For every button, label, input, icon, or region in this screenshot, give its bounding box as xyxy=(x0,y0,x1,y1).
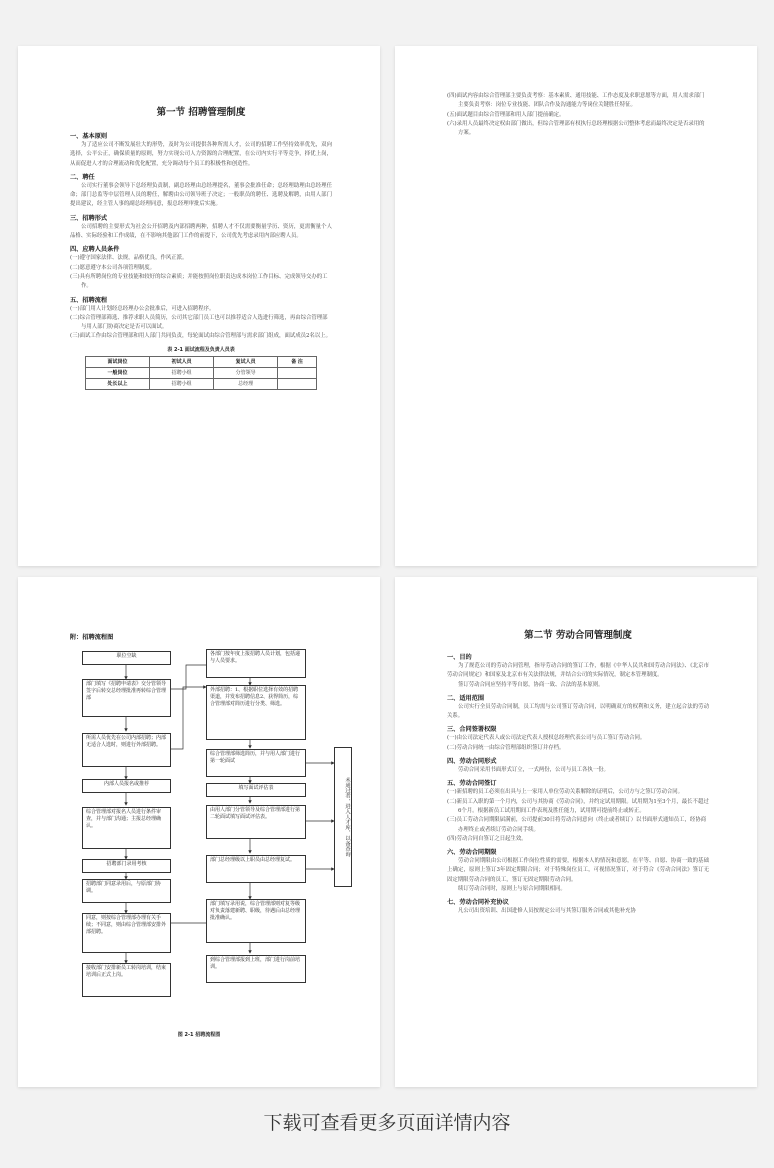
list-item: (三)面试工作由综合管理部和用人部门共同负责，每轮面试由综合管理部与需求部门组成，面试成员2名以上。 xyxy=(70,333,331,340)
paragraph: 为了适应公司不断发展壮大的形势，及时为公司提供各种所需人才，公司的招聘工作坚持效率优先，双向选择，公平公正，确保质量的原则，努力实现公司人力资源的合理配置，在公司内实行平等竞争，择优上岗，从而促进人才的合理流动和优化配置，充分调动每个员工的积极性和创造性。 xyxy=(70,142,332,167)
section-heading: 一、基本原则 xyxy=(70,133,108,140)
table-header-row xyxy=(86,356,317,367)
table-cell: 招聘小组 xyxy=(150,378,214,389)
flow-box: 到综合管理部报到上班，部门进行岗前培训。 xyxy=(206,955,306,983)
table-cell: 一般岗位 xyxy=(86,367,150,378)
table-cell: 招聘小组 xyxy=(150,367,214,378)
section-heading: 四、劳动合同形式 xyxy=(447,758,497,766)
list-item: (四)面试内容由综合管理部主要负责考察：基本素质、通用技能、工作态度及求职意愿等方面，用人需求部门主要负责考察：岗位专业技能、团队合作及沟通能力等岗位关键胜任特征。 xyxy=(447,93,705,109)
table-cell: 处长以上 xyxy=(86,378,150,389)
paragraph: 签订劳动合同应坚持平等自愿，协商一致、合法的基本原则。 xyxy=(458,681,604,688)
flow-box: 招聘部门同意录用后，与原部门协调。 xyxy=(82,879,171,903)
document-page-4 xyxy=(395,577,757,1087)
section-heading: 三、合同签署权限 xyxy=(447,726,497,734)
section-heading: 七、劳动合同补充协议 xyxy=(447,899,509,907)
section-heading: 五、招聘流程 xyxy=(70,296,108,304)
document-page-2 xyxy=(395,46,757,566)
flow-box: 所需人员优先在公司内部招聘；内部无适合人选时，则进行外部招聘。 xyxy=(82,733,171,767)
flow-box: 职位空缺 xyxy=(82,651,171,665)
table-row xyxy=(86,367,317,378)
section-heading: 三、招聘形式 xyxy=(70,214,108,222)
section-heading: 六、劳动合同期限 xyxy=(447,849,497,857)
list-item: (二)劳动合同统一由综合管理部组织签订并存档。 xyxy=(447,744,565,751)
flow-box: 招聘部门录用考核 xyxy=(82,859,171,873)
section-heading: 二、聘任 xyxy=(70,173,95,181)
talent-pool-box: 未通过者，进入人才库，以备查询 xyxy=(334,747,352,887)
flow-box: 外部招聘：1、根据职位选择有效的招聘渠道，并发布招聘信息2、获得简历，综合管理部对简历进行分类、筛选。 xyxy=(206,685,306,740)
flow-box: 填写面试评估表 xyxy=(206,783,306,797)
table-header-cell: 面试岗位 xyxy=(86,356,150,367)
table-cell: 总经理 xyxy=(214,378,278,389)
list-item: (二)新员工入职的第一个月内，公司与其协商《劳动合同》，并约定试用期限。试用期为1至3个月，最长不超过6个月。根据新员工试用期间工作表现及胜任能力，试用期可提前终止或转正。 xyxy=(447,798,709,814)
paragraph: 劳动合同采用书面形式订立，一式两份，公司与员工各执一份。 xyxy=(458,767,609,774)
flow-box: 内部人员报名或推荐 xyxy=(82,779,171,793)
flowchart-heading: 附：招聘流程图 xyxy=(70,634,114,641)
document-page-1 xyxy=(18,46,380,566)
list-item: (一)遵守国家法律、法规，品格优良，作风正派。 xyxy=(70,255,188,262)
paragraph: 劳动合同期限由公司根据工作岗位性质的需要，根据本人的情况和意愿，在平等、自愿、协商一致的基础上确定，原则上签订3年固定期限合同；对于特殊岗位员工，可视情况签订，对于符合《劳动合同法》签订无固定期限劳动合同的员工，签订无固定期限劳动合同。 xyxy=(447,858,709,883)
paragraph: 公司实行全员劳动合同制，员工均需与公司签订劳动合同，以明确双方的权利和义务，建立起合法的劳动关系。 xyxy=(447,703,709,720)
list-item: (二)愿意遵守本公司各项管理制度。 xyxy=(70,264,156,271)
flow-box: 各部门按年度上报招聘人员计划，包括递与人员要求。 xyxy=(206,649,306,678)
flow-box: 部门填写《招聘申请表》交分管领导签字后转交总经理批准再转综合管理部 xyxy=(82,679,171,717)
section-heading: 五、劳动合同签订 xyxy=(447,780,497,788)
flow-box: 由用人部门分管领导及综合管理部进行第二轮面试填写面试评估表。 xyxy=(206,805,306,839)
list-item: (一)由公司法定代表人或公司法定代表人授权总经理代表公司与员工签订劳动合同。 xyxy=(447,735,646,742)
flow-box: 接收部门安排新员工转岗培训，结束培训后正式上岗。 xyxy=(82,963,171,997)
section-heading: 二、适用范围 xyxy=(447,694,485,702)
table-header-cell: 初试人员 xyxy=(150,356,214,367)
flow-box: 部门总经理级以上职员由总经理复试。 xyxy=(206,855,306,883)
interview-table xyxy=(85,356,317,390)
list-item: (一)部门用人计划经总经理办公会批准后，可进入招聘程序。 xyxy=(70,305,215,312)
section-heading: 四、应聘人员条件 xyxy=(70,246,120,254)
list-item: (二)综合管理部筛选、推荐求职人员简历，公司其它部门员工也可以推荐适合人选进行筛选，再由综合管理部与用人部门协商决定是否可以面试。 xyxy=(70,314,328,331)
table-cell: 分管领导 xyxy=(214,367,278,378)
list-item: (三)具有所聘岗位的专业技能和较好的综合素质；并能按照岗位职责达成本岗位工作目标、完成领导交办的工作。 xyxy=(70,273,328,290)
flow-box: 部门填写录用说，综合管理部则对复等级对负责落建新聘、职级，待遇后由总经理批准确认。 xyxy=(206,899,306,943)
list-item: (五)面试题目由综合管理部和用人部门提前确定。 xyxy=(447,111,565,118)
flow-box: 同意，则按综合管理部办理有关手续；不同意，则由综合管理部安排外部招聘。 xyxy=(82,913,171,953)
flow-box: 综合管理部筛选简历，并与用人部门进行第一轮面试 xyxy=(206,749,306,777)
list-item: (四)劳动合同自签订之日起生效。 xyxy=(447,835,527,842)
flowchart-connectors xyxy=(18,577,380,1087)
table-caption: 表 2-1 面试流程及负责人员表 xyxy=(167,346,235,353)
paragraph: 续订劳动合同时，原则上与原合同期限相同。 xyxy=(458,886,566,893)
paragraph: 凡公司出资培训、出国进修人员按规定公司与其签订服务合同或其他补充协 xyxy=(458,908,636,915)
page-title: 第一节 招聘管理制度 xyxy=(156,107,246,118)
table-cell xyxy=(278,378,317,389)
table-header-cell: 复试人员 xyxy=(214,356,278,367)
download-more-banner[interactable]: 下载可查看更多页面详情内容 xyxy=(263,1112,511,1134)
table-cell xyxy=(278,367,317,378)
paragraph: 公司实行董事会领导下总经理负责制，副总经理由总经理提名，董事会批准任命；总经理助理由总经理任命；部门总监等中层管理人员的聘任，解聘由公司领导班子决定；一般职员的聘任、选聘及解聘，由用人部门提出建议，经主管人事的副总经理同意，报总经理审批后实施。 xyxy=(70,182,332,208)
table-row xyxy=(86,378,317,389)
paragraph: 为了规范公司的劳动合同管理，指导劳动合同的签订工作，根据《中华人民共和国劳动合同法》、《北京市劳动合同规定》和国家及北京市有关法律法规，并结合公司的实际情况，制定本管理制度。 xyxy=(447,663,709,679)
list-item: (三)员工劳动合同期限届满前，公司提前30日将劳动合同意向（终止或者续订）以书面形式通知员工，经协商办理终止或者续订劳动合同手续。 xyxy=(447,817,707,833)
section-heading: 一、目的 xyxy=(447,654,472,661)
table-header-cell: 备 注 xyxy=(278,356,317,367)
list-item: (六)录用人员最终决定权由部门做出，但综合管理部有权执行总经理根据公司整体考虑而最终决定是否录用的方案。 xyxy=(447,120,705,137)
paragraph: 公司招聘的主要形式为社会公开招聘及内部招聘两种，招聘人才不仅需要衡量学历、资历，更需衡量个人品格、实际经验和工作成绩，在不影响其他部门工作的前提下，公司优先考虑录用内部应聘人员。 xyxy=(70,223,332,240)
page-title: 第二节 劳动合同管理制度 xyxy=(524,630,632,641)
flow-box: 综合管理部对报名人员进行条件审查，并与部门沟通；主报总经理确认。 xyxy=(82,807,171,849)
document-page-3 xyxy=(18,577,380,1087)
flowchart-caption: 图 2-1 招聘流程图 xyxy=(177,1032,221,1038)
list-item: (一)新招聘的员工必须在出具与上一家用人单位劳动关系解除的证明后，公司方与之签订劳动合同。 xyxy=(447,789,684,796)
